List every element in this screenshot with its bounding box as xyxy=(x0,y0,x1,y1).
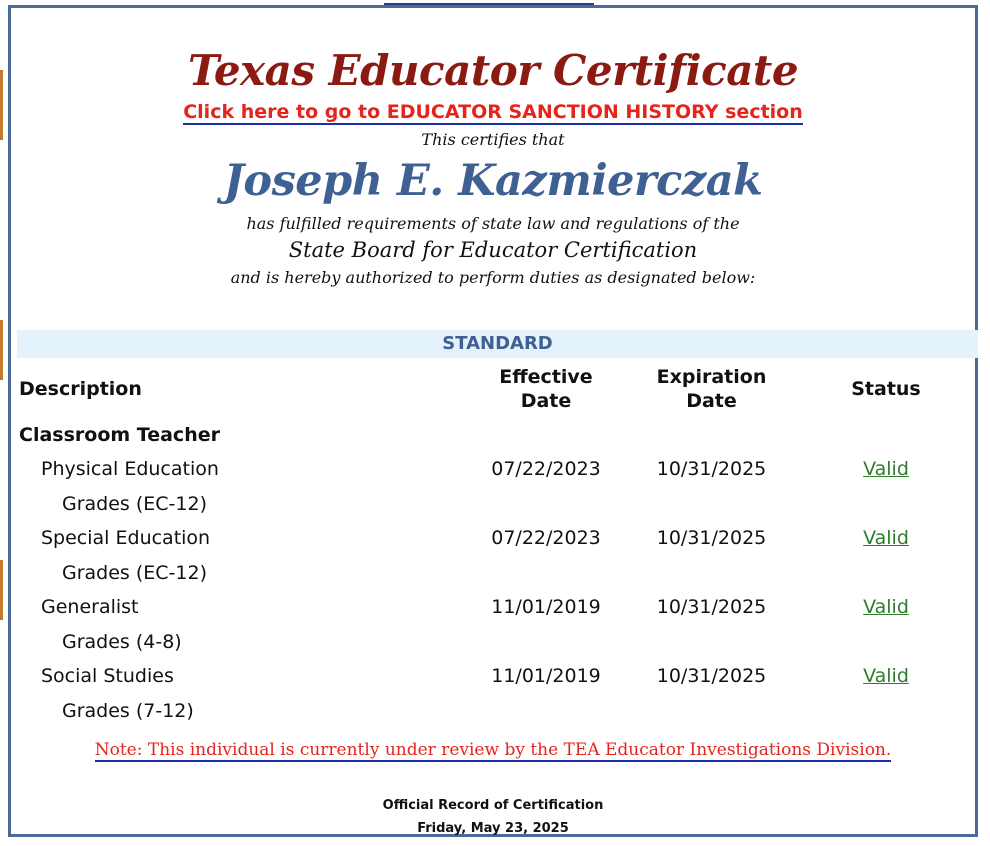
official-record-label: Official Record of Certification xyxy=(382,798,604,813)
column-header-effective-date xyxy=(481,365,611,413)
certificate-subject: Special Education xyxy=(41,527,211,549)
section-standard-header: STANDARD xyxy=(17,330,978,358)
status-valid-link[interactable]: Valid xyxy=(863,527,909,549)
column-header-description: Description xyxy=(19,378,142,400)
sanction-history-link-text[interactable]: Click here to go to EDUCATOR SANCTION HISTORY section xyxy=(183,101,803,123)
certificate-grades: Grades (EC-12) xyxy=(62,493,207,515)
investigation-note[interactable] xyxy=(11,740,975,760)
certificate-title: Texas Educator Certificate xyxy=(187,46,799,95)
effective-date: 07/22/2023 xyxy=(491,458,601,480)
column-header-status: Status xyxy=(851,378,921,400)
column-header-expiration-line1: Expiration xyxy=(656,366,767,388)
certificate-panel xyxy=(8,5,978,837)
expiration-date: 10/31/2025 xyxy=(656,527,767,549)
certifies-text: This certifies that xyxy=(421,130,565,149)
status-valid-link[interactable]: Valid xyxy=(863,665,909,687)
status-valid-link[interactable]: Valid xyxy=(863,458,909,480)
certificate-grades: Grades (4-8) xyxy=(62,631,182,653)
certificate-subject: Physical Education xyxy=(41,458,219,480)
expiration-date: 10/31/2025 xyxy=(656,596,767,618)
table-row xyxy=(11,596,981,665)
educator-name: Joseph E. Kazmierczak xyxy=(223,156,763,206)
table-row xyxy=(11,665,981,734)
record-date: Friday, May 23, 2025 xyxy=(417,821,569,836)
effective-date: 11/01/2019 xyxy=(491,665,601,687)
status-valid-link[interactable]: Valid xyxy=(863,596,909,618)
fulfilled-text: has fulfilled requirements of state law and regulations of the xyxy=(246,214,740,233)
left-edge-strip xyxy=(0,0,3,846)
table-row xyxy=(11,527,981,596)
investigation-note-text[interactable]: Note: This individual is currently under review by the TEA Educator Investigations Division. xyxy=(94,740,892,760)
role-classroom-teacher: Classroom Teacher xyxy=(19,424,220,446)
effective-date: 11/01/2019 xyxy=(491,596,601,618)
column-header-expiration-date xyxy=(644,365,779,413)
column-header-effective-line1: Effective xyxy=(499,366,593,388)
certificate-grades: Grades (EC-12) xyxy=(62,562,207,584)
authorized-text: and is hereby authorized to perform duties as designated below: xyxy=(230,268,756,287)
certificate-grades: Grades (7-12) xyxy=(62,700,194,722)
effective-date: 07/22/2023 xyxy=(491,527,601,549)
expiration-date: 10/31/2025 xyxy=(656,458,767,480)
table-row xyxy=(11,458,981,527)
column-header-expiration-line2: Date xyxy=(686,390,737,412)
board-text: State Board for Educator Certification xyxy=(288,238,698,262)
certificate-subject: Generalist xyxy=(41,596,139,618)
column-header-effective-line2: Date xyxy=(520,390,572,412)
sanction-history-link[interactable] xyxy=(11,101,975,123)
certificate-subject: Social Studies xyxy=(41,665,174,687)
expiration-date: 10/31/2025 xyxy=(656,665,767,687)
